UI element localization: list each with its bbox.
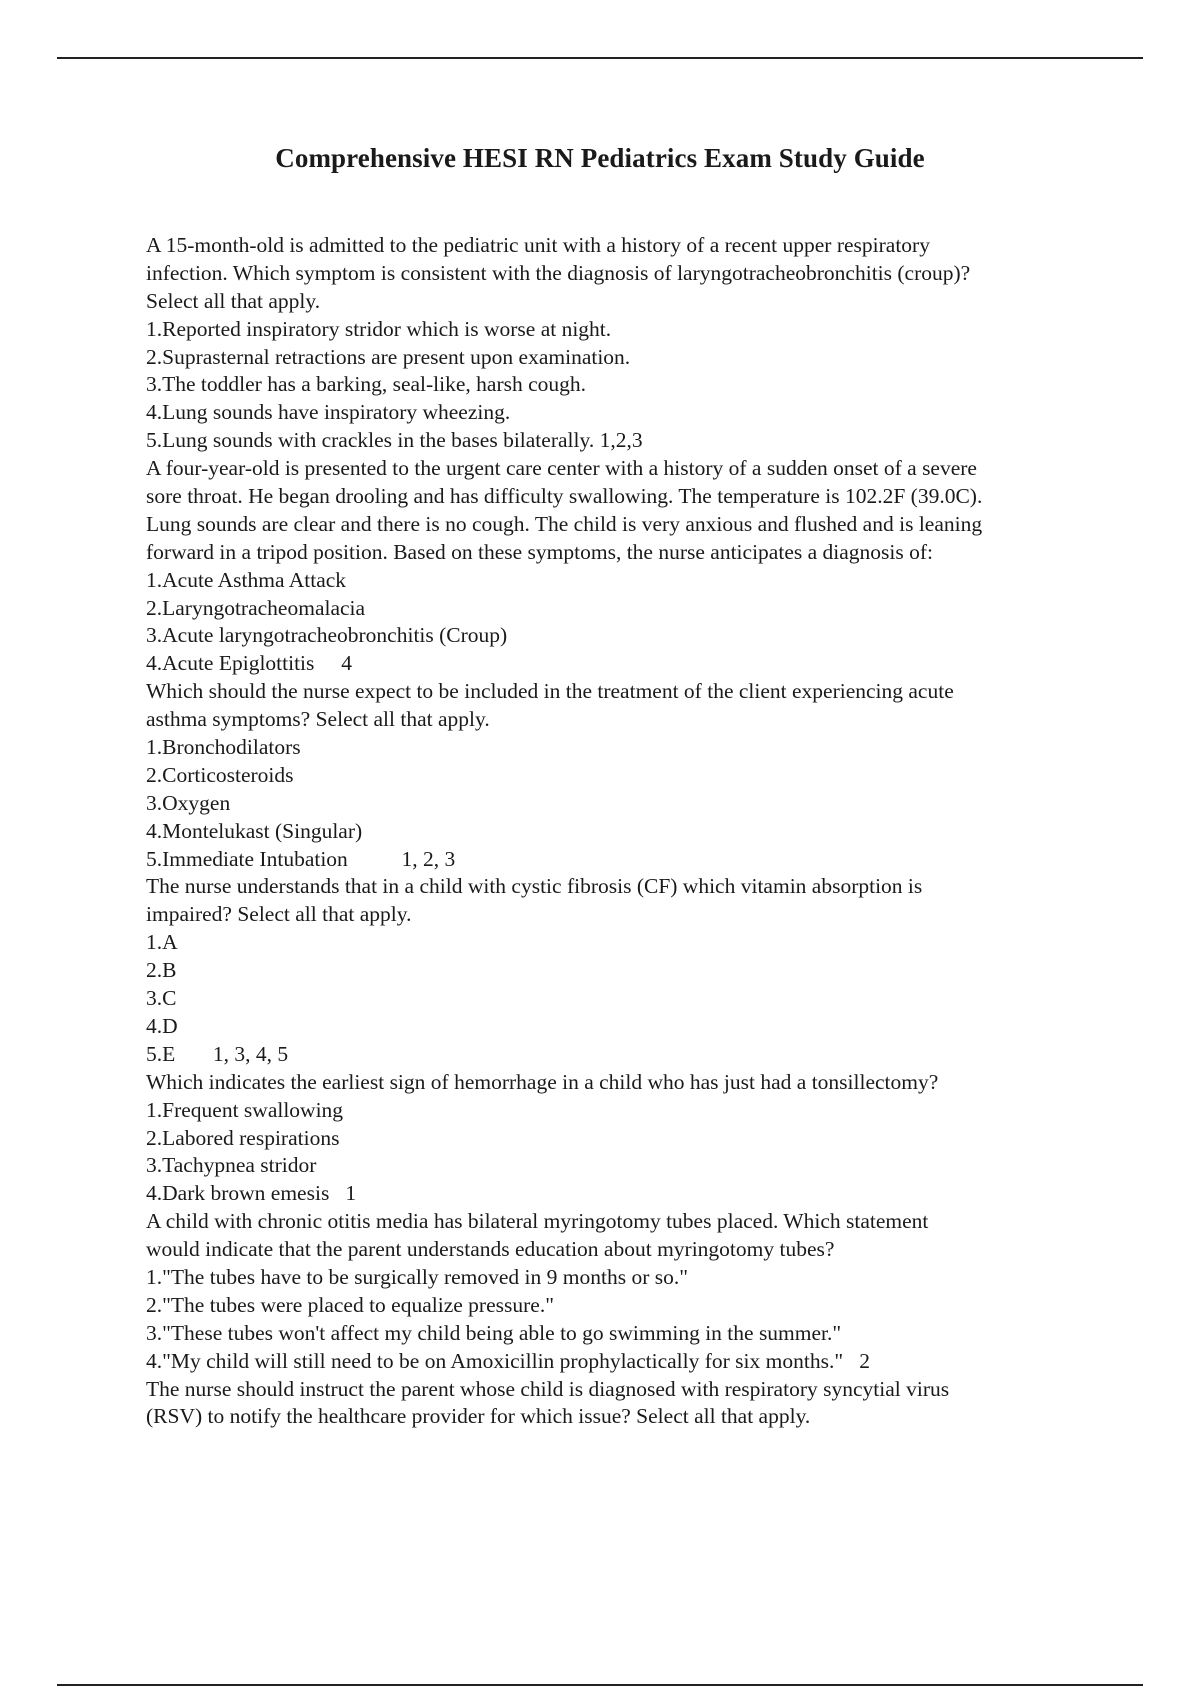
text-line: 4.Montelukast (Singular)	[146, 818, 363, 843]
text-line: The nurse understands that in a child with cystic fibrosis (CF) which vitamin absorption is	[146, 874, 923, 899]
text-line: 4."My child will still need to be on Amoxicillin prophylactically for six months." 2	[146, 1348, 870, 1373]
text-line: A child with chronic otitis media has bilateral myringotomy tubes placed. Which statement	[146, 1209, 929, 1234]
bottom-rule	[57, 1684, 1143, 1686]
text-line: 3.Tachypnea stridor	[146, 1153, 317, 1178]
text-line: 1."The tubes have to be surgically removed in 9 months or so."	[146, 1264, 689, 1289]
text-line: A 15-month-old is admitted to the pediatric unit with a history of a recent upper respiratory	[146, 233, 930, 257]
text-line: asthma symptoms? Select all that apply.	[146, 707, 490, 732]
text-line: Which should the nurse expect to be included in the treatment of the client experiencing acute	[146, 679, 954, 704]
text-line: 3.The toddler has a barking, seal-like, harsh cough.	[146, 372, 587, 397]
text-line: Which indicates the earliest sign of hemorrhage in a child who has just had a tonsillectomy?	[146, 1069, 939, 1094]
text-line: 5.E 1, 3, 4, 5	[146, 1041, 289, 1066]
text-line: 3.Oxygen	[146, 790, 231, 815]
text-line: sore throat. He began drooling and has difficulty swallowing. The temperature is 102.2F (39.0C).	[146, 484, 983, 509]
text-line: impaired? Select all that apply.	[146, 902, 412, 927]
text-line: 3."These tubes won't affect my child being able to go swimming in the summer."	[146, 1320, 842, 1345]
text-line: 3.C	[146, 986, 177, 1011]
text-line: 4.Lung sounds have inspiratory wheezing.	[146, 400, 511, 425]
text-line: would indicate that the parent understands education about myringotomy tubes?	[146, 1237, 835, 1262]
top-rule	[57, 57, 1143, 59]
text-line: forward in a tripod position. Based on these symptoms, the nurse anticipates a diagnosis of:	[146, 539, 933, 564]
text-line: Lung sounds are clear and there is no cough. The child is very anxious and flushed and is leaning	[146, 511, 983, 536]
text-line: 5.Lung sounds with crackles in the bases bilaterally. 1,2,3	[146, 428, 643, 453]
text-line: 3.Acute laryngotracheobronchitis (Croup)	[146, 623, 508, 648]
text-line: 1.A	[146, 930, 178, 955]
text-line: 2.Laryngotracheomalacia	[146, 595, 366, 620]
text-line: 1.Frequent swallowing	[146, 1097, 344, 1122]
page-title: Comprehensive HESI RN Pediatrics Exam Study Guide	[275, 143, 925, 173]
text-line: Select all that apply.	[146, 288, 321, 313]
text-line: The nurse should instruct the parent whose child is diagnosed with respiratory syncytial virus	[146, 1376, 950, 1401]
text-line: 4.Dark brown emesis 1	[146, 1181, 357, 1206]
text-line: 1.Bronchodilators	[146, 735, 301, 760]
text-line: A four-year-old is presented to the urgent care center with a history of a sudden onset of a severe	[146, 456, 977, 481]
text-line: 2.B	[146, 958, 177, 983]
text-line: 1.Reported inspiratory stridor which is worse at night.	[146, 316, 612, 341]
text-line: 2.Corticosteroids	[146, 762, 294, 787]
text-line: 2."The tubes were placed to equalize pressure."	[146, 1292, 554, 1317]
text-line: 2.Suprasternal retractions are present upon examination.	[146, 344, 631, 369]
text-line: 4.D	[146, 1013, 178, 1038]
document-body	[146, 232, 1106, 1431]
text-line: (RSV) to notify the healthcare provider for which issue? Select all that apply.	[146, 1404, 811, 1429]
text-line: 2.Labored respirations	[146, 1125, 340, 1150]
text-line: 1.Acute Asthma Attack	[146, 567, 347, 592]
text-line: infection. Which symptom is consistent with the diagnosis of laryngotracheobronchitis (croup)?	[146, 260, 971, 285]
text-line: 5.Immediate Intubation 1, 2, 3	[146, 846, 456, 871]
text-line: 4.Acute Epiglottitis 4	[146, 651, 353, 676]
